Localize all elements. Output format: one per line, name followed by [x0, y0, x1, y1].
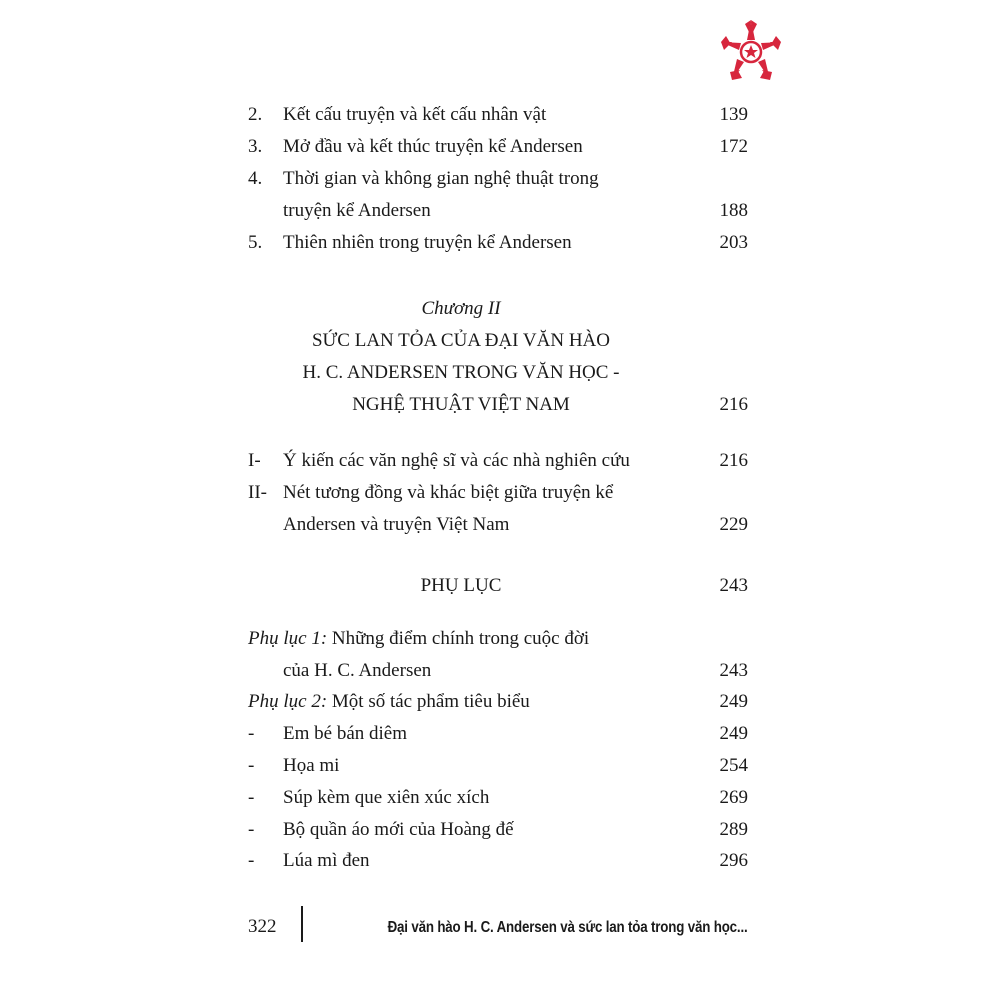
toc-page: 188: [719, 200, 748, 221]
toc-number: 4.: [248, 168, 263, 189]
appendix-entry: [0, 689, 1000, 715]
toc-entry: [0, 134, 1000, 160]
toc-page: 229: [719, 514, 748, 535]
work-dash: -: [248, 787, 255, 808]
toc-text: Nét tương đồng và khác biệt giữa truyện kể: [283, 482, 614, 503]
toc-text: Kết cấu truyện và kết cấu nhân vật: [283, 104, 547, 125]
appendix-heading-row: [0, 573, 1000, 599]
chapter-title-line: NGHỆ THUẬT VIỆT NAM: [352, 394, 570, 415]
appendix-entry-continuation: [0, 658, 1000, 684]
footer-book-title: Đại văn hào H. C. Andersen và sức lan tỏa trong văn học...: [388, 919, 748, 936]
footer-divider: [301, 906, 303, 942]
toc-number: 3.: [248, 136, 263, 157]
toc-page: 139: [719, 104, 748, 125]
work-entry: [0, 785, 1000, 811]
work-dash: -: [248, 723, 255, 744]
chapter-title-row: [0, 360, 1000, 386]
work-title: Lúa mì đen: [283, 850, 370, 871]
work-title: Họa mi: [283, 755, 340, 776]
toc-number: 2.: [248, 104, 263, 125]
work-dash: -: [248, 755, 255, 776]
chapter-label: Chương II: [421, 298, 501, 319]
appendix-heading: PHỤ LỤC: [420, 575, 502, 596]
star-emblem-icon: [718, 18, 784, 84]
appendix-label: Phụ lục 1:: [248, 628, 328, 649]
toc-entry: [0, 166, 1000, 192]
appendix-text: Một số tác phẩm tiêu biểu: [331, 691, 530, 712]
work-dash: -: [248, 819, 255, 840]
chapter-title-row: [0, 392, 1000, 418]
toc-text: Ý kiến các văn nghệ sĩ và các nhà nghiên cứu: [283, 450, 630, 471]
chapter-title-row: [0, 328, 1000, 354]
toc-page: 216: [719, 450, 748, 471]
toc-page: 172: [719, 136, 748, 157]
appendix-page: 249: [719, 691, 748, 712]
toc-page: 203: [719, 232, 748, 253]
toc-entry: [0, 230, 1000, 256]
appendix-text: Những điểm chính trong cuộc đời: [331, 628, 590, 649]
chapter-title-line: H. C. ANDERSEN TRONG VĂN HỌC -: [302, 362, 620, 383]
chapter-page: 216: [719, 394, 748, 415]
appendix-page: 243: [719, 660, 748, 681]
toc-entry-continuation: [0, 198, 1000, 224]
appendix-label: Phụ lục 2:: [248, 691, 328, 712]
toc-text: Thiên nhiên trong truyện kể Andersen: [283, 232, 572, 253]
chapter-label-row: [0, 296, 1000, 322]
footer-page-number: 322: [248, 916, 277, 937]
work-entry: [0, 721, 1000, 747]
work-page: 249: [719, 723, 748, 744]
work-page: 296: [719, 850, 748, 871]
toc-entry: [0, 480, 1000, 506]
work-title: Em bé bán diêm: [283, 723, 407, 744]
toc-number: 5.: [248, 232, 263, 253]
work-page: 254: [719, 755, 748, 776]
appendix-entry-line: [248, 626, 589, 652]
work-title: Súp kèm que xiên xúc xích: [283, 787, 490, 808]
chapter-title-line: SỨC LAN TỎA CỦA ĐẠI VĂN HÀO: [311, 330, 610, 351]
appendix-entry: [0, 626, 1000, 652]
toc-number: II-: [248, 482, 267, 503]
work-title: Bộ quần áo mới của Hoàng đế: [283, 819, 514, 840]
toc-entry-continuation: [0, 512, 1000, 538]
toc-entry: [0, 448, 1000, 474]
work-dash: -: [248, 850, 255, 871]
toc-text: Mở đầu và kết thúc truyện kể Andersen: [283, 136, 583, 157]
work-page: 269: [719, 787, 748, 808]
appendix-text: của H. C. Andersen: [283, 660, 432, 681]
work-entry: [0, 848, 1000, 874]
work-entry: [0, 753, 1000, 779]
toc-text: truyện kể Andersen: [283, 200, 431, 221]
toc-text: Thời gian và không gian nghệ thuật trong: [283, 168, 599, 189]
toc-entry: [0, 102, 1000, 128]
work-page: 289: [719, 819, 748, 840]
toc-text: Andersen và truyện Việt Nam: [283, 514, 510, 535]
appendix-entry-line: [248, 689, 530, 715]
toc-number: I-: [248, 450, 261, 471]
work-entry: [0, 817, 1000, 843]
appendix-page: 243: [719, 575, 748, 596]
